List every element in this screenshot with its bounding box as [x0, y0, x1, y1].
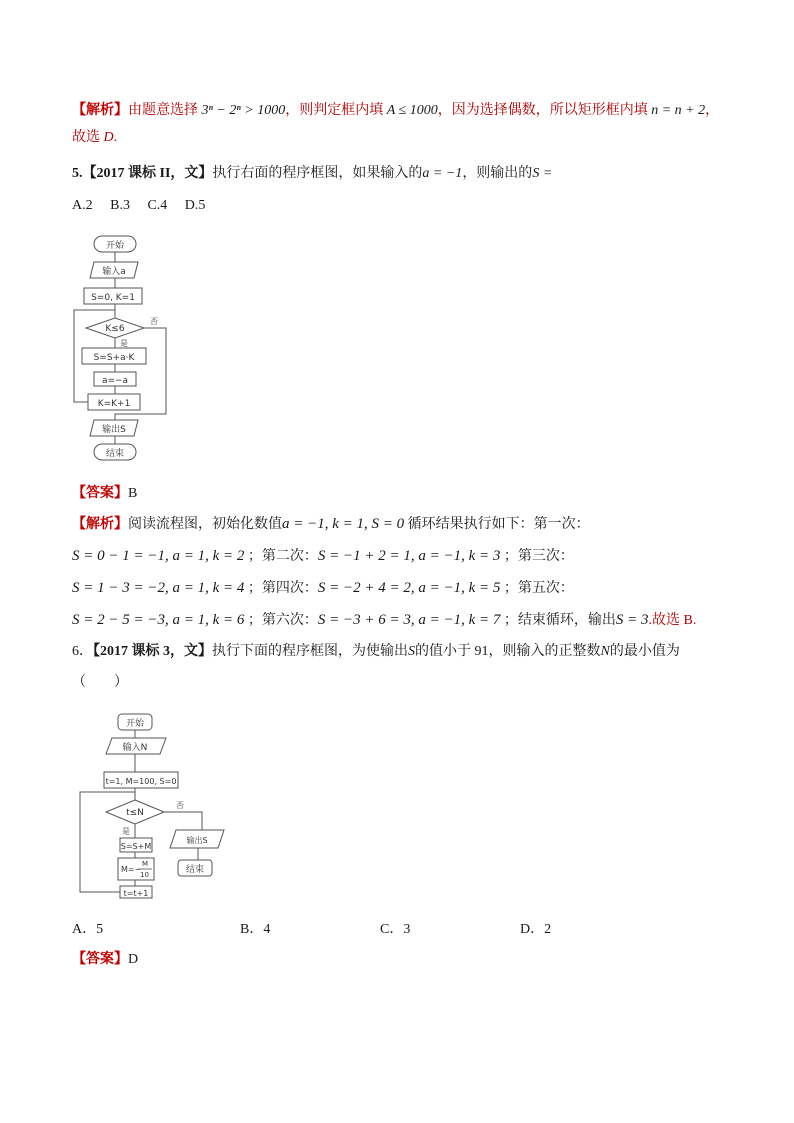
answer-tag: 【答案】: [72, 952, 128, 967]
question-text: 执行下面的程序框图，为使输出: [212, 644, 408, 659]
analysis-q4-line1: [72, 101, 719, 121]
question-text: ，则输出的: [462, 166, 533, 181]
fc-yes: 是: [122, 827, 130, 836]
fc-input: 输入N: [122, 743, 148, 753]
math-expression: S = −3 + 6 = 3, a = −1, k = 7: [317, 612, 501, 628]
analysis-text: 由题意选择: [128, 103, 198, 118]
fc-step2: a=−a: [101, 376, 129, 386]
analysis-text: ；第二次：: [247, 549, 318, 564]
fc-step2: M=−: [121, 865, 142, 874]
answer-tag: 【答案】: [72, 486, 128, 501]
math-expression: S = −1 + 2 = 1, a = −1, k = 3: [317, 548, 501, 564]
analysis-text: 故选: [72, 130, 100, 145]
fc-output: 输出S: [186, 836, 208, 845]
analysis-text: ；第五次：: [503, 581, 574, 596]
analysis-q5-line2: [72, 546, 574, 567]
analysis-q5-line4: [72, 610, 696, 631]
answer-value: D: [128, 952, 139, 967]
question-5: [72, 164, 552, 184]
fc-step2-num: M: [142, 860, 149, 868]
math-expression: n = n + 2: [651, 103, 706, 118]
option-c: C．3: [380, 922, 411, 937]
question-source: 【2017 课标 3，文】: [93, 644, 212, 659]
analysis-text: ，: [705, 103, 720, 118]
flowchart-q6: [72, 708, 232, 907]
analysis-tag: 【解析】: [72, 103, 128, 118]
question-text: 的最小值为: [609, 644, 680, 659]
fc-cond: K≤6: [105, 324, 125, 334]
option-d: D．2: [520, 922, 552, 937]
question-text: 执行右面的程序框图，如果输入的: [212, 166, 423, 181]
question-6: [72, 642, 680, 662]
fc-init: S=0, K=1: [91, 293, 135, 303]
math-expression: S: [408, 644, 415, 659]
question-source: 【2017 课标 II，文】: [82, 166, 213, 181]
math-expression: A ≤ 1000: [386, 103, 438, 118]
math-expression: a = −1, k = 1, S = 0: [282, 516, 405, 532]
analysis-text: ；第六次：: [247, 613, 318, 628]
question-text: 的值小于 91，则输入的正整数: [415, 644, 601, 659]
fc-step1: S=S+a·K: [93, 353, 135, 363]
math-expression: S = 3: [615, 612, 649, 628]
question-number: 6．: [72, 644, 93, 659]
question-6-paren: （ ）: [72, 675, 128, 690]
fc-step3: t=t+1: [123, 889, 149, 898]
flowchart-q5: [72, 232, 192, 469]
analysis-text: ；第三次：: [503, 549, 574, 564]
analysis-text: ，因为选择偶数，所以矩形框内填: [437, 103, 648, 118]
analysis-text: .故选 B.: [648, 613, 697, 628]
question-number: 5.: [72, 166, 83, 181]
fc-step2-den: 10: [140, 871, 149, 879]
choice-letter: D: [103, 130, 114, 145]
analysis-text: 循环结果执行如下：第一次：: [407, 517, 590, 532]
math-expression: S =: [532, 166, 553, 181]
analysis-tag: 【解析】: [72, 517, 128, 532]
math-expression: S = 0 − 1 = −1, a = 1, k = 2: [72, 548, 245, 564]
answer-value: B: [128, 486, 138, 501]
option-a: A．5: [72, 922, 104, 937]
fc-input: 输入a: [102, 267, 126, 277]
math-expression: 3ⁿ − 2ⁿ > 1000: [201, 103, 286, 118]
analysis-text: ，则判定框内填: [285, 103, 384, 118]
analysis-text: 阅读流程图，初始化数值: [128, 517, 282, 532]
analysis-q5-line1: [72, 514, 590, 535]
fc-output: 输出S: [102, 425, 126, 435]
question-5-options: A.2 B.3 C.4 D.5: [72, 198, 206, 213]
analysis-q5-line3: [72, 578, 574, 599]
math-expression: a = −1: [422, 166, 463, 181]
math-expression: S = −2 + 4 = 2, a = −1, k = 5: [317, 580, 501, 596]
fc-no: 否: [150, 317, 158, 326]
fc-start: 开始: [105, 241, 125, 251]
fc-no: 否: [176, 801, 184, 810]
fc-yes: 是: [120, 339, 128, 348]
analysis-q4-line2: [72, 128, 117, 148]
fc-start: 开始: [125, 719, 145, 729]
fc-end: 结束: [185, 865, 205, 875]
analysis-text: ；第四次：: [247, 581, 318, 596]
fc-init: t=1, M=100, S=0: [105, 777, 177, 786]
option-b: B．4: [240, 922, 271, 937]
math-expression: S = 1 − 3 = −2, a = 1, k = 4: [72, 580, 245, 596]
fc-step3: K=K+1: [97, 399, 131, 409]
fc-step1: S=S+M: [120, 842, 152, 851]
answer-q6: [72, 950, 138, 970]
fc-cond: t≤N: [126, 808, 144, 818]
analysis-text: ；结束循环，输出: [503, 613, 616, 628]
analysis-text: .: [113, 130, 118, 145]
answer-q5: [72, 484, 137, 504]
math-expression: N: [600, 644, 610, 659]
math-expression: S = 2 − 5 = −3, a = 1, k = 6: [72, 612, 245, 628]
fc-end: 结束: [105, 449, 125, 459]
